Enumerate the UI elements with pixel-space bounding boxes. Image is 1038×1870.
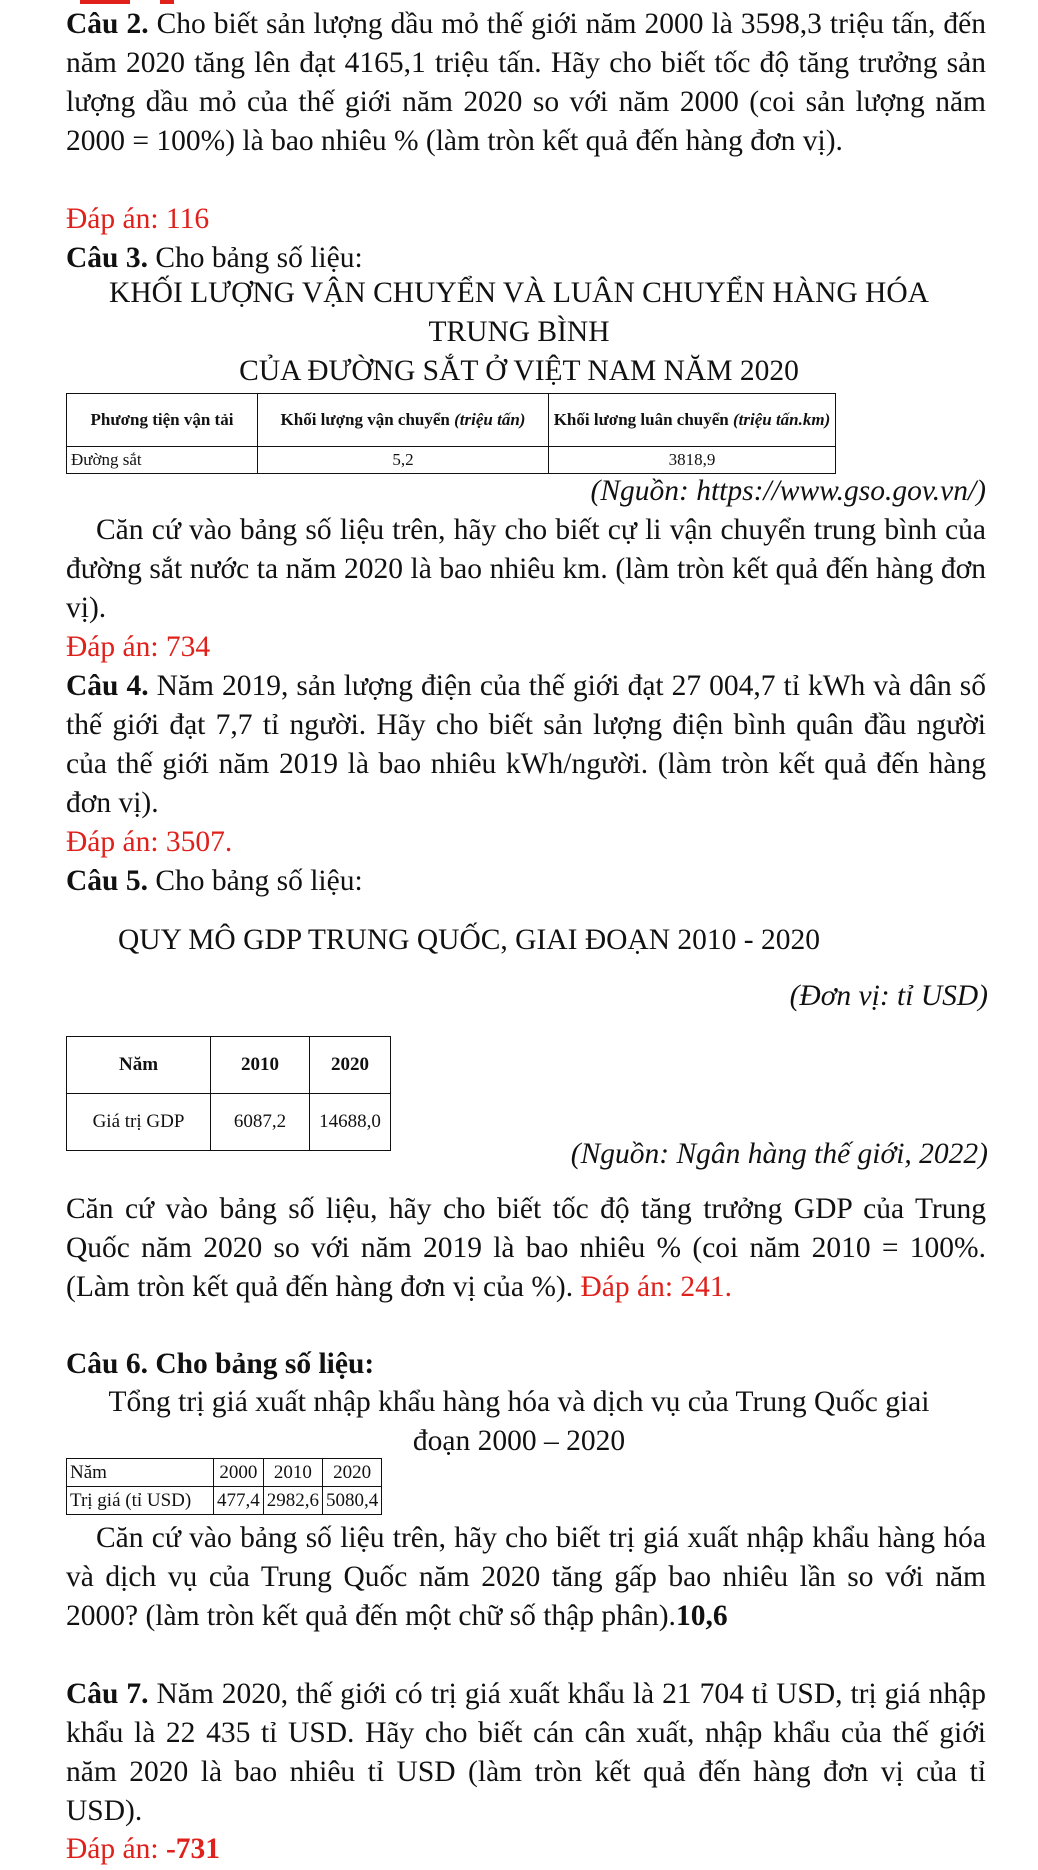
trade-value-table [66,1458,382,1515]
question-4 [66,667,986,823]
table-cell: Đường sắt [67,447,258,474]
table-cell: 477,4 [214,1487,264,1515]
table-title: QUY MÔ GDP TRUNG QUỐC, GIAI ĐOẠN 2010 - 2020 [118,924,820,956]
question-3-intro: Câu 3. Cho bảng số liệu: [66,242,363,274]
question-7-answer: Đáp án: -731 [66,1833,221,1865]
question-5-label: Câu 5. [66,865,148,897]
question-5-answer: Đáp án: 241. [580,1271,733,1303]
question-2 [66,5,986,161]
table-row [67,1094,391,1151]
table-title-line-3: CỦA ĐƯỜNG SẮT Ở VIỆT NAM NĂM 2020 [239,355,799,387]
table-cell: 2982,6 [263,1487,322,1515]
question-2-text: Cho biết sản lượng dầu mỏ thế giới năm 2000 là 3598,3 triệu tấn, đến năm 2020 tăng lên đạt 4165,1 triệu tấn. Hãy cho biết tốc độ tăng trưởng sản lượng dầu mỏ của thế giới năm 2020 so với năm 2000 (coi sản lượng năm 2000 = 100%) là bao nhiêu % (làm tròn kết quả đến hàng đơn vị). [66,8,986,157]
table-header-row [67,1037,391,1094]
header-cell: 2010 [211,1037,310,1094]
table-cell: 3818,9 [549,447,836,474]
question-7 [66,1675,986,1831]
table-cell: 2000 [214,1459,264,1487]
question-4-label: Câu 4. [66,670,149,702]
question-2-label: Câu 2. [66,8,149,40]
header-cell: Khối lương luân chuyển (triệu tấn.km) [549,394,836,447]
header-cell: 2020 [310,1037,391,1094]
table-cell: 6087,2 [211,1094,310,1151]
table-cell: 5,2 [258,447,549,474]
table-source: (Nguồn: https://www.gso.gov.vn/) [590,475,986,507]
table-title-line-1: KHỐI LƯỢNG VẬN CHUYỂN VÀ LUÂN CHUYỂN HÀNG HÓA [109,277,929,309]
question-6-intro [66,1345,986,1384]
question-3-answer: Đáp án: 734 [66,631,211,663]
header-cell: Khối lượng vận chuyển (triệu tấn) [258,394,549,447]
question-6-label: Câu 6. Cho bảng số liệu: [66,1348,375,1380]
table-cell: Giá trị GDP [67,1094,211,1151]
table-cell: 2020 [323,1459,382,1487]
table-title-line-2: đoạn 2000 – 2020 [412,1425,626,1457]
question-5-intro: Câu 5. Cho bảng số liệu: [66,865,363,897]
table-cell: Trị giá (tỉ USD) [67,1487,214,1515]
question-7-text: Năm 2020, thế giới có trị giá xuất khẩu là 21 704 tỉ USD, trị giá nhập khẩu là 22 435 tỉ USD. Hãy cho biết cán cân xuất, nhập khẩu của thế giới năm 2020 là bao nhiêu tỉ USD (làm tròn kết quả đến hàng đơn vị của tỉ USD). [66,1678,986,1827]
table-row [67,447,836,474]
question-4-text: Năm 2019, sản lượng điện của thế giới đạt 27 004,7 tỉ kWh và dân số thế giới đạt 7,7 tỉ người. Hãy cho biết sản lượng điện bình quân đầu người của thế giới năm 2019 là bao nhiêu kWh/người. (làm tròn kết quả đến hàng đơn vị). [66,670,986,819]
table-title-line-2: TRUNG BÌNH [428,316,610,348]
table-row [67,1459,382,1487]
gdp-table [66,1036,391,1151]
rail-transport-table [66,393,836,474]
question-3-label: Câu 3. [66,242,148,274]
question-2-answer: Đáp án: 116 [66,203,210,235]
header-cell: Năm [67,1037,211,1094]
cropped-red-text-fragment [160,0,174,4]
table-unit: (Đơn vị: tỉ USD) [789,980,988,1012]
question-6-answer: 10,6 [675,1600,728,1632]
table-row [67,1487,382,1515]
table-cell: 2010 [263,1459,322,1487]
question-5-text: Căn cứ vào bảng số liệu, hãy cho biết tốc độ tăng trưởng GDP của Trung Quốc năm 2020 so với năm 2019 là bao nhiêu % (coi năm 2010 = 100%. (Làm tròn kết quả đến hàng đơn vị của %). Đáp án: 241. [66,1193,986,1303]
question-4-answer: Đáp án: 3507. [66,826,233,858]
question-3-text: Căn cứ vào bảng số liệu trên, hãy cho biết cự li vận chuyển trung bình của đường sắt nước ta năm 2020 là bao nhiêu km. (làm tròn kết quả đến hàng đơn vị). [66,514,986,624]
table-header-row [67,394,836,447]
question-7-label: Câu 7. [66,1678,149,1710]
table-cell: 5080,4 [323,1487,382,1515]
cropped-red-text-fragment [80,0,130,4]
table-source: (Nguồn: Ngân hàng thế giới, 2022) [570,1138,988,1170]
table-cell: 14688,0 [310,1094,391,1151]
table-title-line-1: Tổng trị giá xuất nhập khẩu hàng hóa và dịch vụ của Trung Quốc giai [108,1386,930,1418]
question-6-text: Căn cứ vào bảng số liệu trên, hãy cho biết trị giá xuất nhập khẩu hàng hóa và dịch vụ của Trung Quốc năm 2020 tăng gấp bao nhiêu lần so với năm 2000? (làm tròn kết quả đến một chữ số thập phân).10,6 [66,1522,986,1632]
header-cell: Phương tiện vận tải [67,394,258,447]
table-cell: Năm [67,1459,214,1487]
